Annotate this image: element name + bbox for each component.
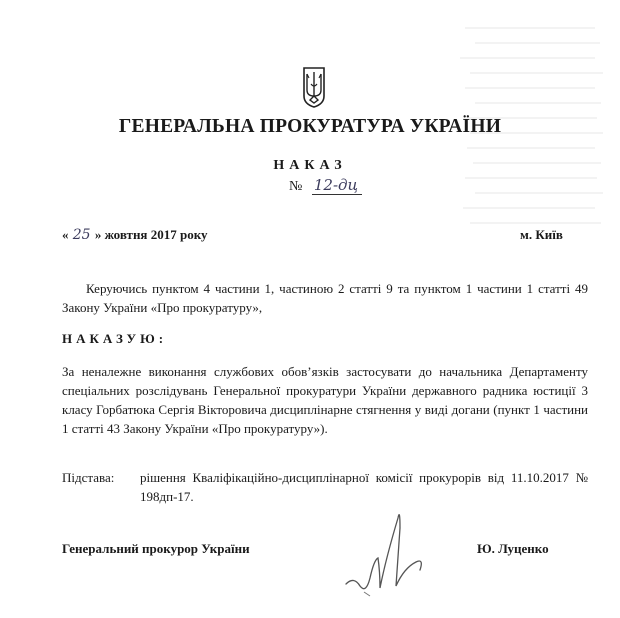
signatory-title: Генеральний прокурор України xyxy=(62,541,250,556)
date-open-quote: « xyxy=(62,227,69,242)
document-type-title: НАКАЗ xyxy=(273,158,347,173)
document-city: м. Київ xyxy=(520,227,563,242)
preamble-paragraph: Керуючись пунктом 4 частини 1, частиною 2 статті 9 та пунктом 1 частини 1 статті 49 Закону України «Про прокуратуру», xyxy=(62,281,588,315)
order-paragraph: За неналежне виконання службових обов’язків застосувати до начальника Департаменту спеціальних розслідувань Генеральної прокуратури України державного радника юстиції 3 класу Горбатюка Сергія Вікторовича дисциплінарне стягнення у виді догани (пункт 1 частини 1 статті 43 Закону України «Про прокуратуру»). xyxy=(62,364,588,436)
handwritten-day: 25 xyxy=(72,227,91,243)
document-number xyxy=(289,176,362,195)
order-heading: НАКАЗУЮ: xyxy=(62,331,168,346)
number-sign: № xyxy=(289,179,303,194)
document-date xyxy=(62,227,208,243)
handwritten-signature-icon xyxy=(340,498,430,598)
handwritten-number: 12-дц xyxy=(312,176,362,195)
trident-emblem-icon xyxy=(302,66,326,108)
organization-title: ГЕНЕРАЛЬНА ПРОКУРАТУРА УКРАЇНИ xyxy=(118,116,502,137)
basis-label: Підстава: xyxy=(62,470,115,485)
date-rest: » жовтня 2017 року xyxy=(94,227,208,242)
signatory-name: Ю. Луценко xyxy=(477,541,549,556)
basis-text: рішення Кваліфікаційно-дисциплінарної комісії прокурорів від 11.10.2017 № 198дп-17. xyxy=(140,470,588,504)
